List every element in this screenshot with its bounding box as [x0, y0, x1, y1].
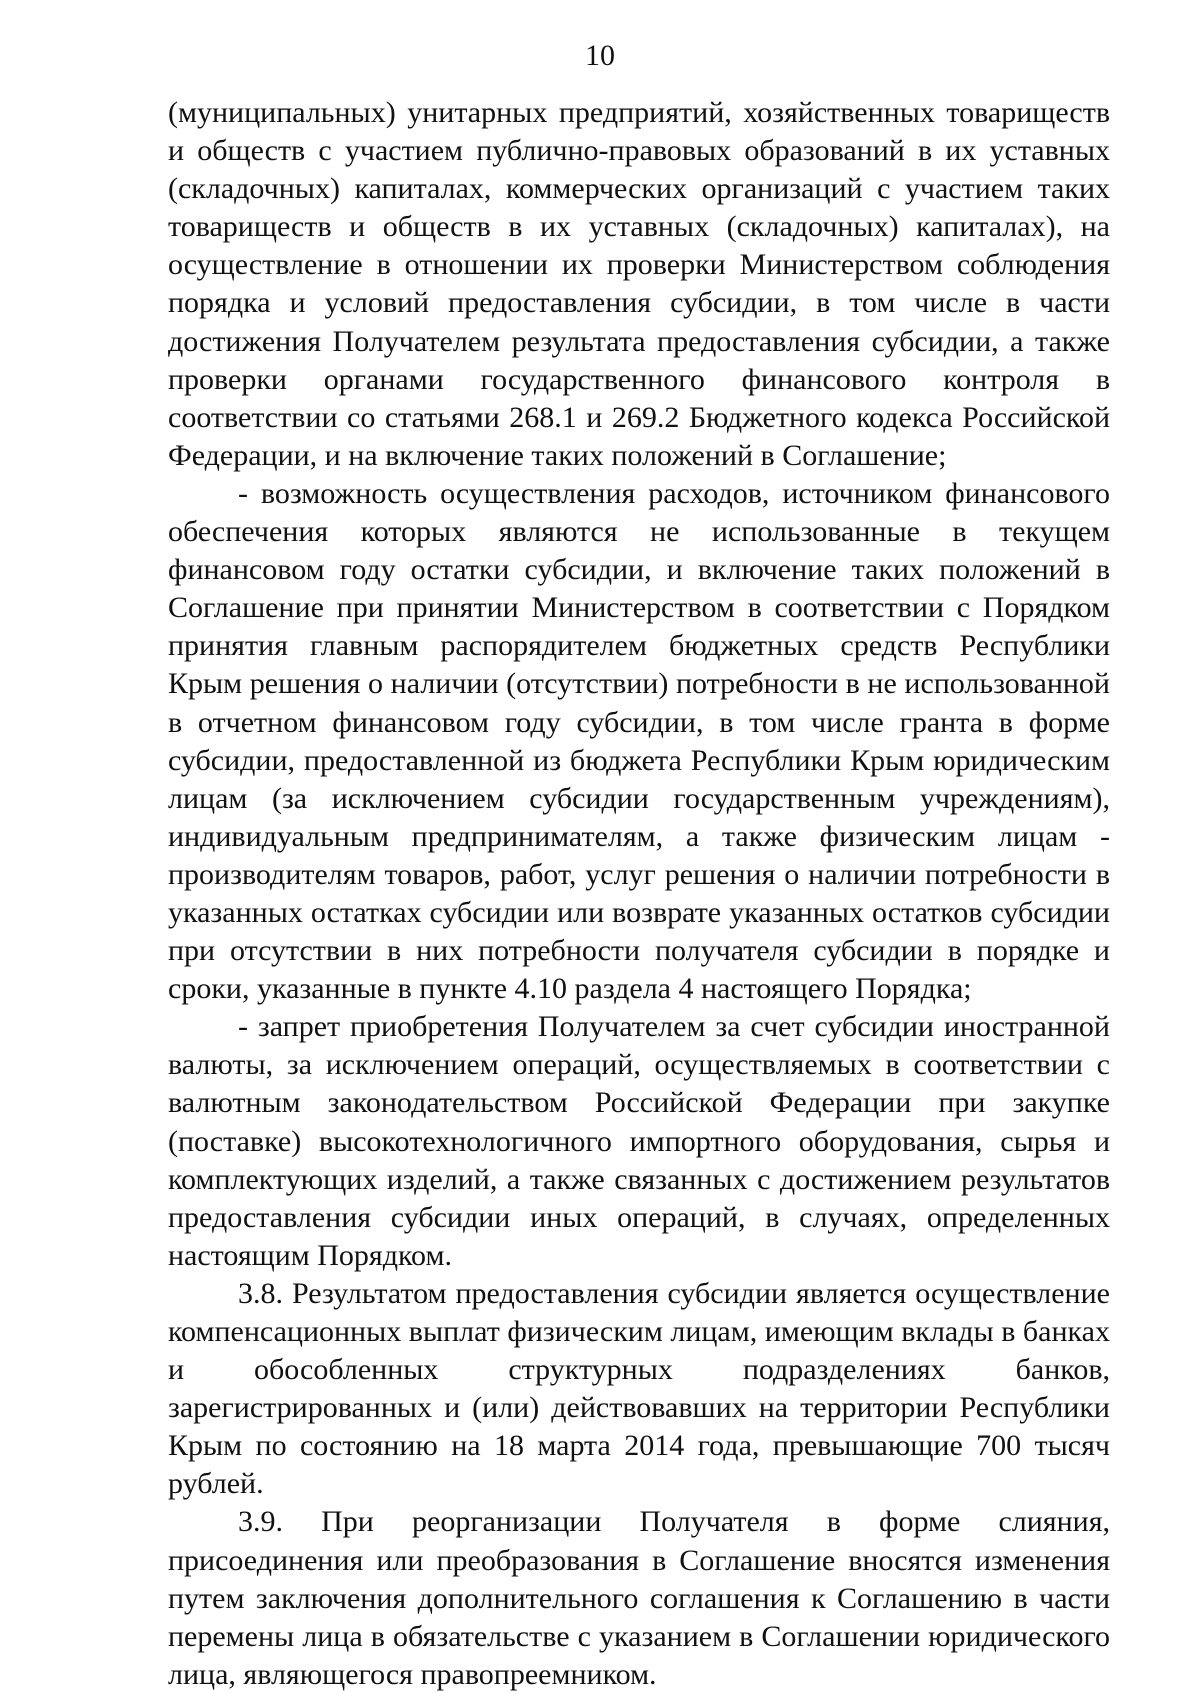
- document-body: [168, 94, 1110, 1694]
- paragraph-section-3-8: 3.8. Результатом предоставления субсидии является осуществление компенсационных выплат физическим лицам, имеющим вклады в банках и обособленных структурных подразделениях банков, зарегистрированных и (или) действовавших на территории Республики Крым по состоянию на 18 марта 2014 года, превышающие 700 тысяч рублей.: [168, 1276, 1110, 1501]
- paragraph-unused-balances: - возможность осуществления расходов, источником финансового обеспечения которых являются не использованные в текущем финансовом году остатки субсидии, и включение таких положений в Соглашение при принятии Министерством в соответствии с Порядком принятия главным распорядителем бюджетных средств Республики Крым решения о наличии (отсутствии) потребности в не использованной в отчетном финансовом году субсидии, в том числе гранта в форме субсидии, предоставленной из бюджета Республики Крым юридическим лицам (за исключением субсидии государственным учреждениям), индивидуальным предпринимателям, а также физическим лицам - производителям товаров, работ, услуг решения о наличии потребности в указанных остатках субсидии или возврате указанных остатков субсидии при отсутствии в них потребности получателя субсидии в порядке и сроки, указанные в пункте 4.10 раздела 4 настоящего Порядка;: [168, 476, 1110, 1006]
- page-number: 10: [585, 39, 615, 72]
- paragraph-section-3-9: 3.9. При реорганизации Получателя в форме слияния, присоединения или преобразования в Соглашение вносятся изменения путем заключения дополнительного соглашения к Соглашению в части перемены лица в обязательстве с указанием в Соглашении юридического лица, являющегося правопреемником.: [168, 1505, 1110, 1691]
- paragraph-continuation: (муниципальных) унитарных предприятий, хозяйственных товариществ и обществ с участием публично-правовых образований в их уставных (складочных) капиталах, коммерческих организаций с участием таких товариществ и обществ в их уставных (складочных) капиталах), на осуществление в отношении их проверки Министерством соблюдения порядка и условий предоставления субсидии, в том числе в части достижения Получателем результата предоставления субсидии, а также проверки органами государственного финансового контроля в соответствии со статьями 268.1 и 269.2 Бюджетного кодекса Российской Федерации, и на включение таких положений в Соглашение;: [168, 96, 1110, 472]
- paragraph-currency-ban: - запрет приобретения Получателем за счет субсидии иностранной валюты, за исключением операций, осуществляемых в соответствии с валютным законодательством Российской Федерации при закупке (поставке) высокотехнологичного импортного оборудования, сырья и комплектующих изделий, а также связанных с достижением результатов предоставления субсидии иных операций, в случаях, определенных настоящим Порядком.: [168, 1010, 1110, 1272]
